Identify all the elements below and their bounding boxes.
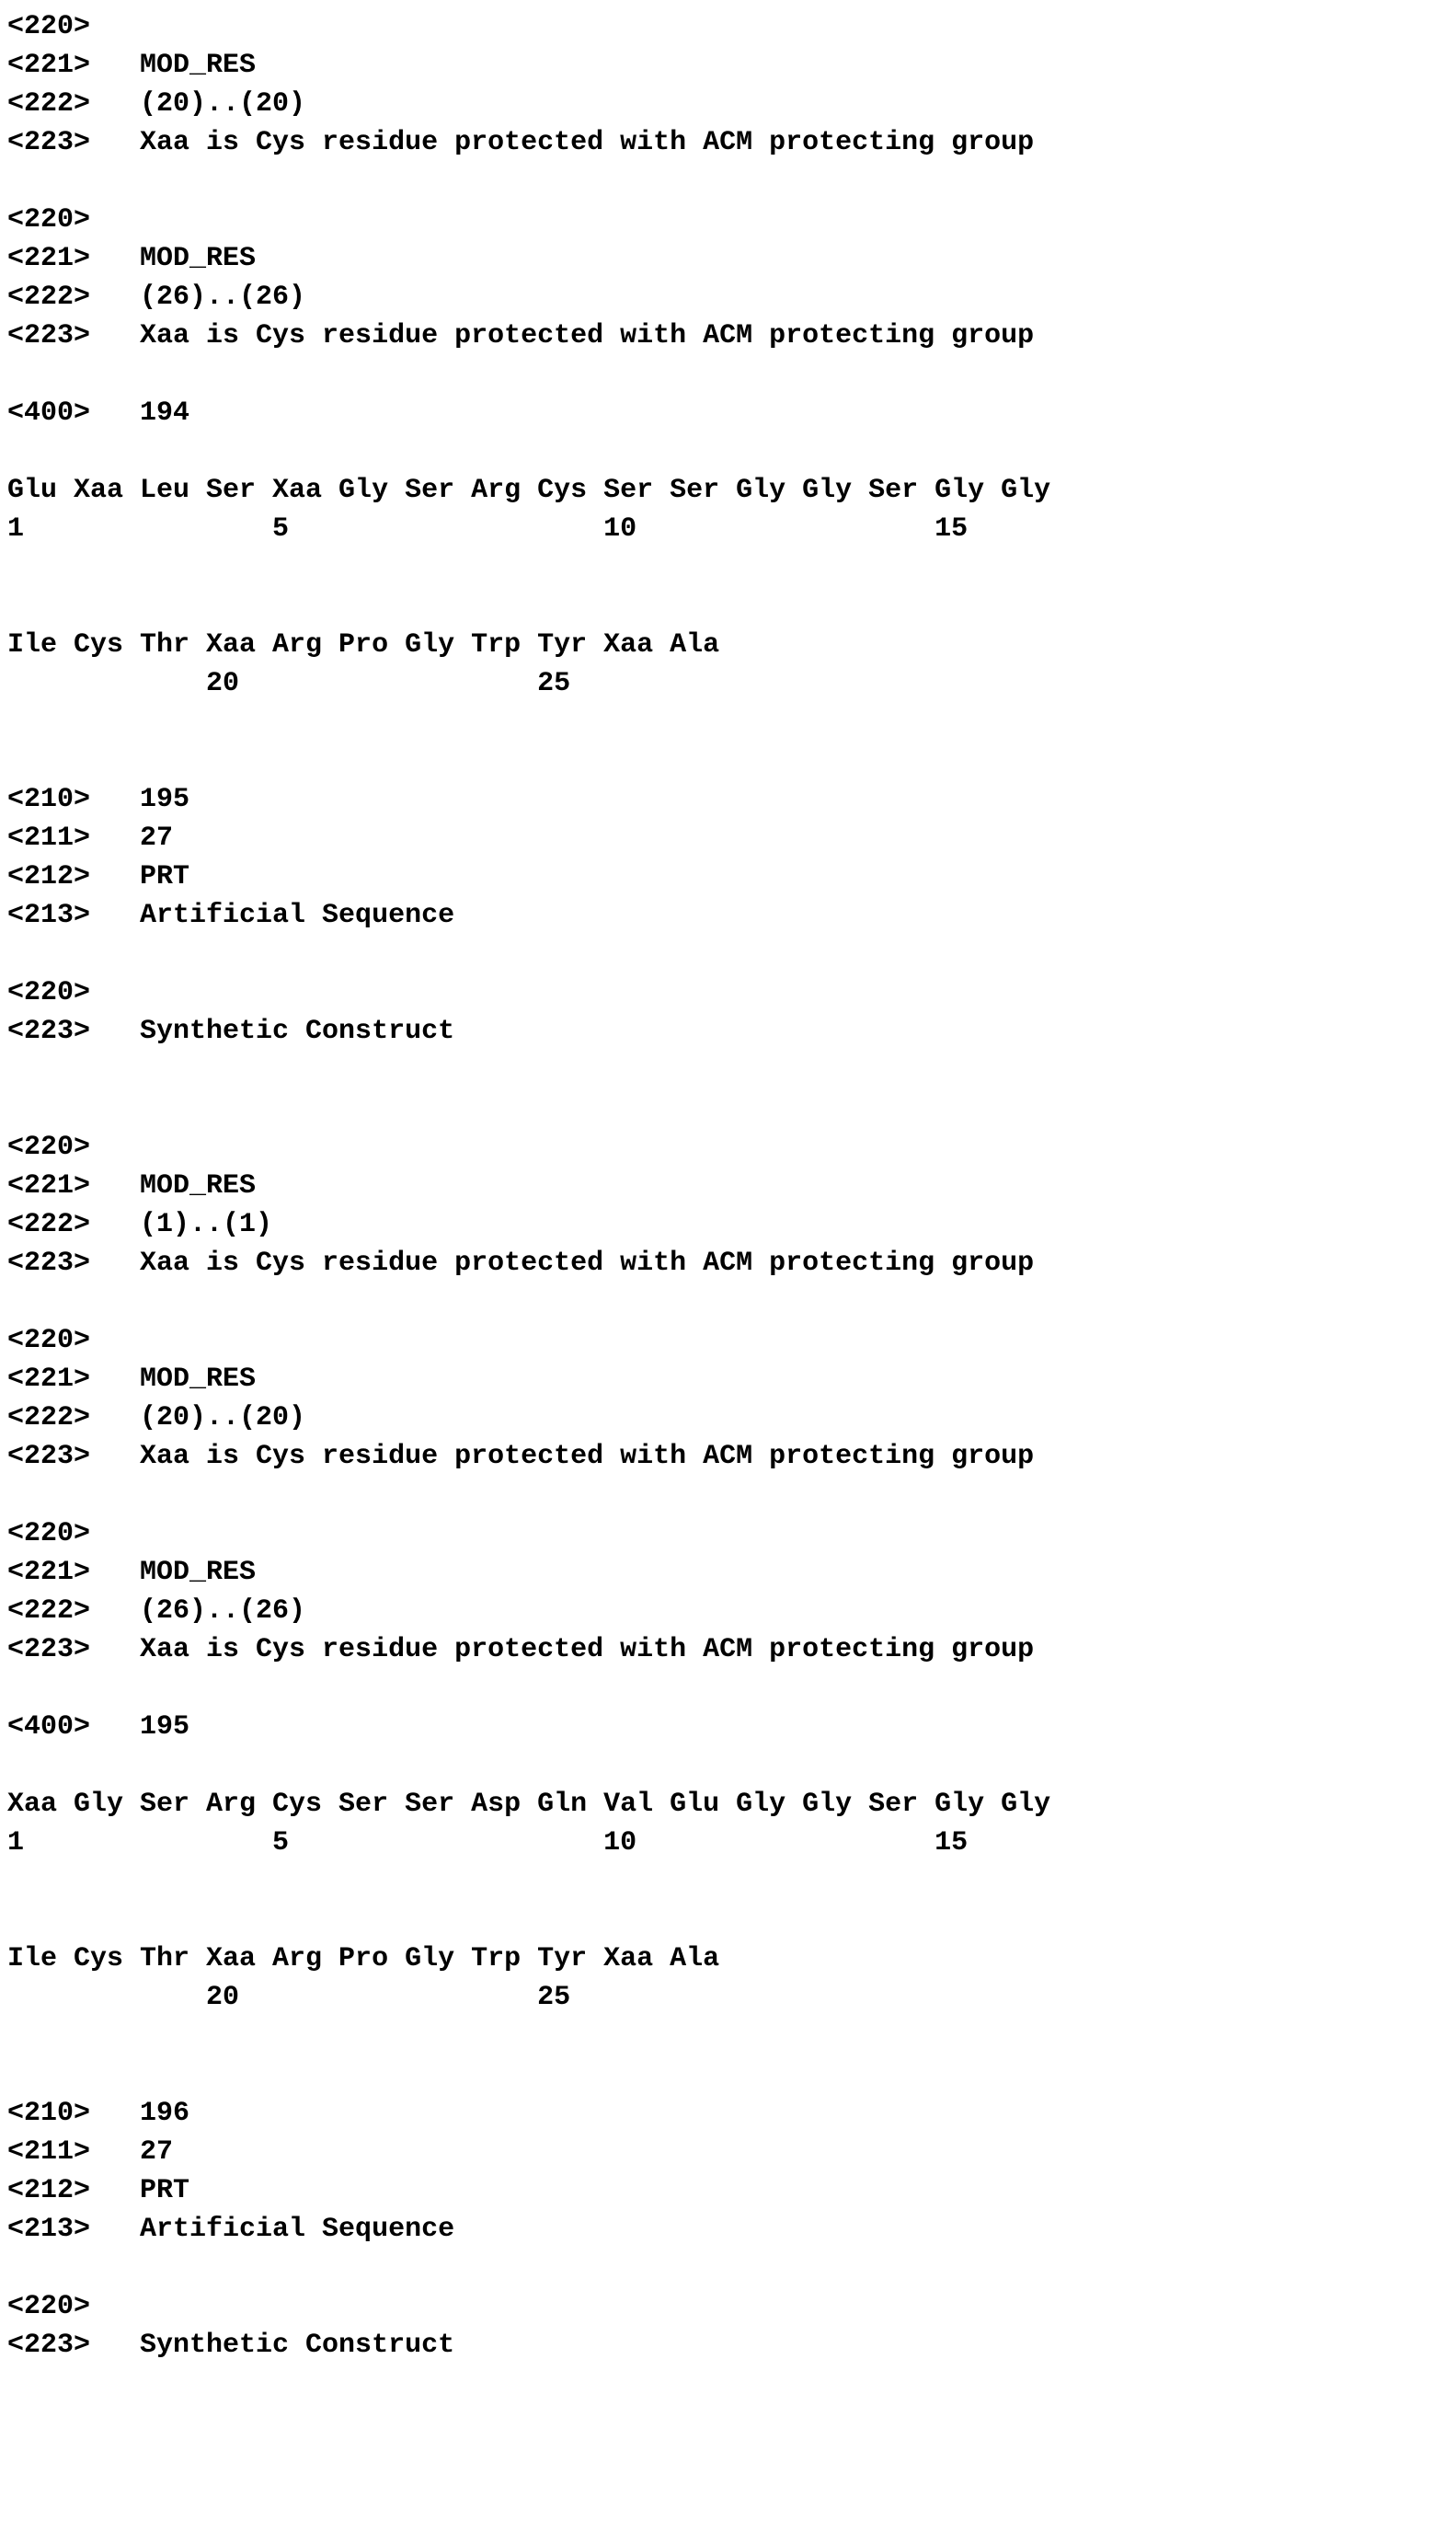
- spacer-line: [7, 1283, 1456, 1321]
- listing-line: <211> 27: [7, 823, 174, 854]
- listing-line: <221> MOD_RES: [7, 50, 257, 81]
- listing-line: Ile Cys Thr Xaa Arg Pro Gly Trp Tyr Xaa Ala: [7, 629, 720, 661]
- listing-line: <213> Artificial Sequence: [7, 2214, 455, 2245]
- listing-line: <223> Xaa is Cys residue protected with ACM protecting group: [7, 320, 1035, 351]
- spacer-line: [7, 935, 1456, 973]
- listing-line: <213> Artificial Sequence: [7, 900, 455, 931]
- listing-line: <211> 27: [7, 2136, 174, 2168]
- listing-line: <223> Synthetic Construct: [7, 1016, 455, 1047]
- listing-line: <212> PRT: [7, 861, 190, 892]
- listing-line: <221> MOD_RES: [7, 1170, 257, 1202]
- listing-line: <220>: [7, 2291, 91, 2322]
- listing-line: Glu Xaa Leu Ser Xaa Gly Ser Arg Cys Ser Ser Gly Gly Ser Gly Gly: [7, 475, 1051, 506]
- listing-line: <222> (26)..(26): [7, 282, 306, 313]
- spacer-line: [7, 1051, 1456, 1089]
- spacer-line: [7, 703, 1456, 742]
- listing-line: <223> Xaa is Cys residue protected with ACM protecting group: [7, 1634, 1035, 1665]
- spacer-line: [7, 1669, 1456, 1708]
- spacer-line: [7, 432, 1456, 471]
- spacer-line: [7, 162, 1456, 201]
- listing-line: <220>: [7, 1325, 91, 1356]
- listing-line: 1 5 10 15: [7, 513, 969, 545]
- listing-line: <223> Xaa is Cys residue protected with ACM protecting group: [7, 1441, 1035, 1472]
- listing-line: <400> 195: [7, 1711, 190, 1743]
- listing-line: <222> (20)..(20): [7, 1402, 306, 1433]
- spacer-line: [7, 587, 1456, 626]
- listing-line: <223> Xaa is Cys residue protected with ACM protecting group: [7, 127, 1035, 158]
- spacer-line: [7, 1089, 1456, 1128]
- spacer-line: [7, 1476, 1456, 1514]
- spacer-line: [7, 1862, 1456, 1901]
- listing-line: <221> MOD_RES: [7, 1364, 257, 1395]
- spacer-line: [7, 2055, 1456, 2094]
- listing-line: Xaa Gly Ser Arg Cys Ser Ser Asp Gln Val Glu Gly Gly Ser Gly Gly: [7, 1789, 1051, 1820]
- listing-line: <223> Xaa is Cys residue protected with ACM protecting group: [7, 1248, 1035, 1279]
- spacer-line: [7, 1746, 1456, 1785]
- listing-line: <220>: [7, 11, 91, 42]
- listing-line: <222> (20)..(20): [7, 88, 306, 120]
- listing-line: <223> Synthetic Construct: [7, 2330, 455, 2361]
- listing-line: <212> PRT: [7, 2175, 190, 2206]
- listing-line: <210> 195: [7, 784, 190, 815]
- listing-line: <220>: [7, 1132, 91, 1163]
- listing-line: 20 25: [7, 668, 571, 699]
- listing-line: <221> MOD_RES: [7, 1557, 257, 1588]
- listing-line: <220>: [7, 977, 91, 1008]
- listing-line: Ile Cys Thr Xaa Arg Pro Gly Trp Tyr Xaa Ala: [7, 1943, 720, 1974]
- spacer-line: [7, 355, 1456, 394]
- listing-line: 20 25: [7, 1982, 571, 2013]
- spacer-line: [7, 1901, 1456, 1939]
- spacer-line: [7, 742, 1456, 780]
- spacer-line: [7, 2017, 1456, 2055]
- spacer-line: [7, 2249, 1456, 2287]
- listing-line: 1 5 10 15: [7, 1827, 969, 1859]
- listing-line: <210> 196: [7, 2098, 190, 2129]
- listing-line: <222> (26)..(26): [7, 1595, 306, 1627]
- listing-line: <220>: [7, 204, 91, 236]
- spacer-line: [7, 548, 1456, 587]
- listing-line: <221> MOD_RES: [7, 243, 257, 274]
- listing-line: <220>: [7, 1518, 91, 1549]
- listing-line: <222> (1)..(1): [7, 1209, 273, 1240]
- listing-line: <400> 194: [7, 397, 190, 429]
